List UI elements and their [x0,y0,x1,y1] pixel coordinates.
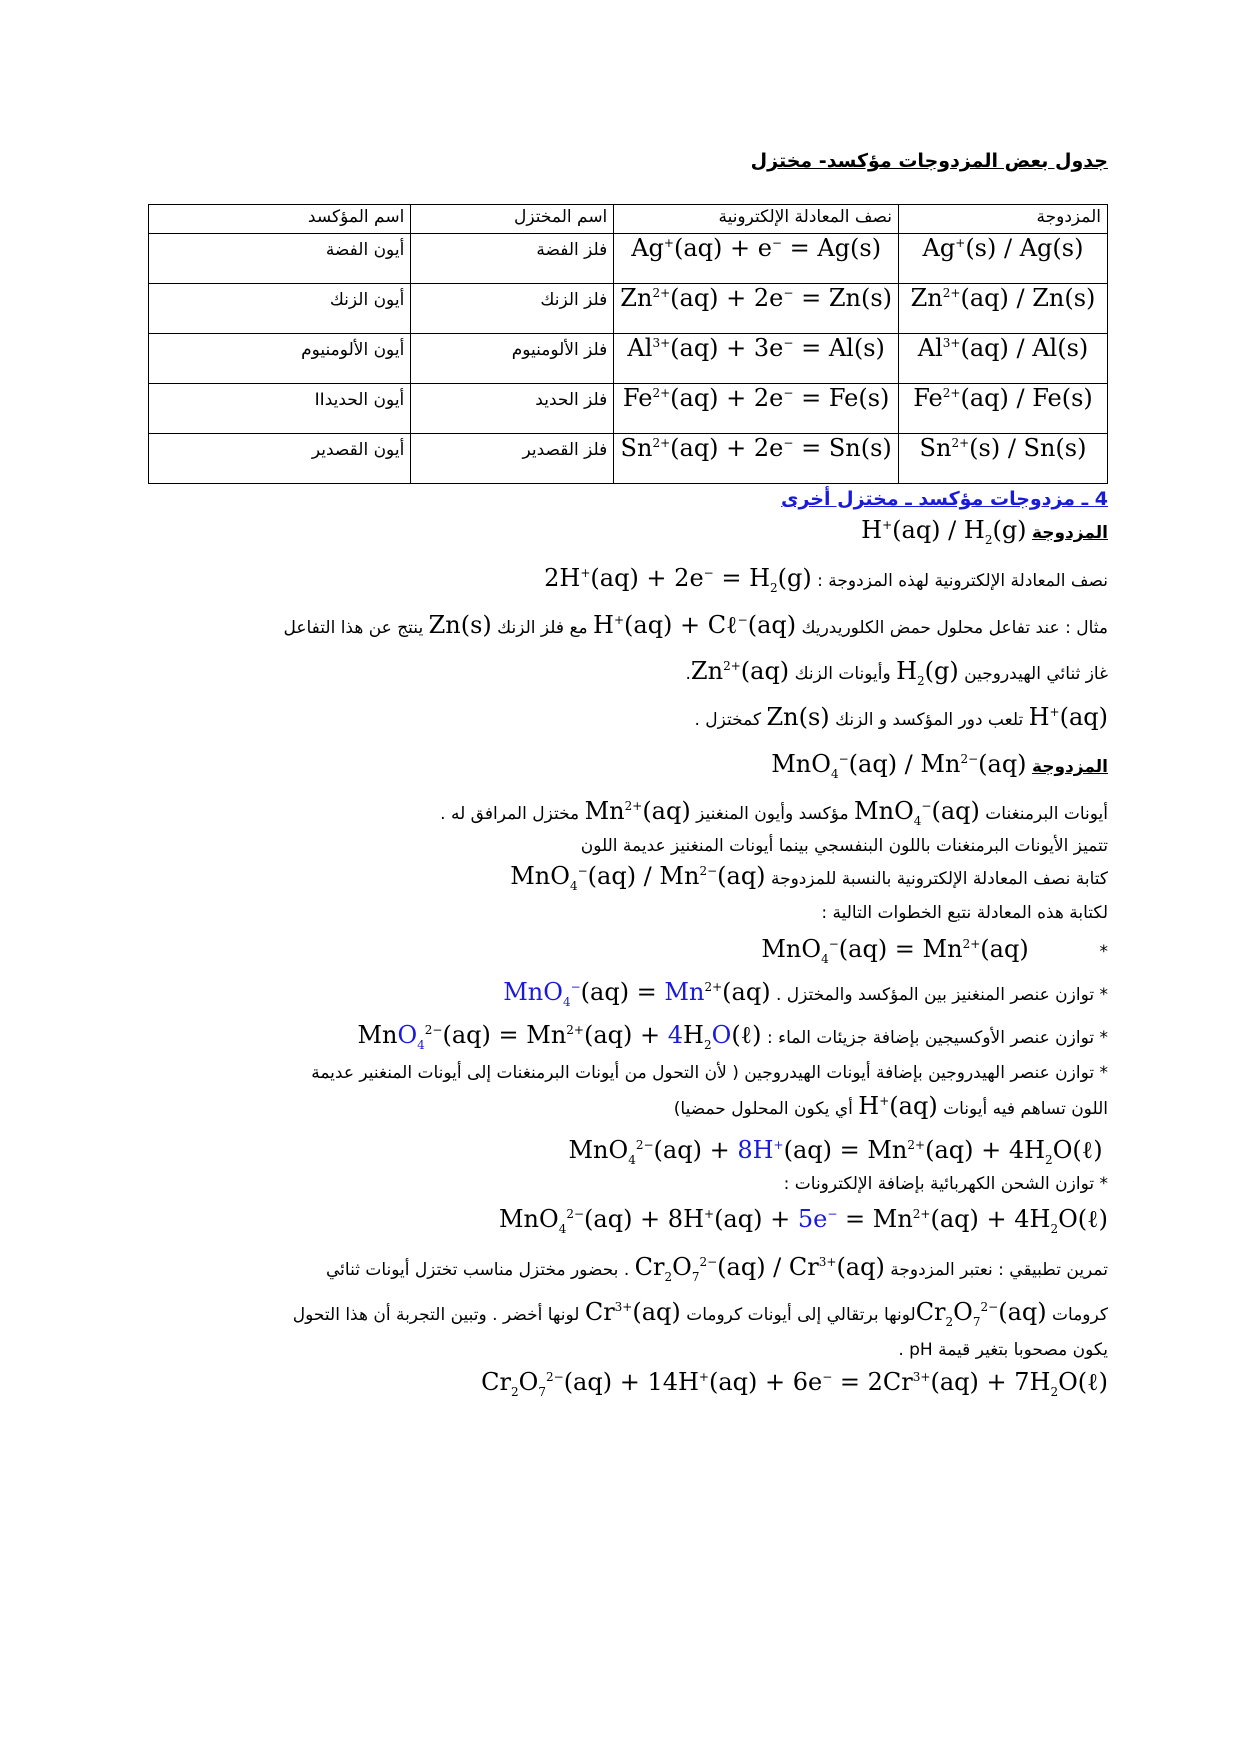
couple-label: المزدوجة [1031,523,1108,543]
h-half-line [148,564,1108,595]
redox-couples-table [148,204,1108,484]
half-equation-cell: $Fe^{2+}(aq) + 2e^- = Fe(s)$ [614,384,899,434]
section-4-heading: 4 ـ مزدوجات مؤكسد ـ مختزل أخرى [781,488,1108,510]
table-row [149,334,1108,384]
dichromate-formula: $Cr_2O_7^{2-}(aq)$ [915,1298,1047,1329]
h-ion-formula: H+(aq) [858,1092,938,1120]
h-couple-formula: H+(aq) ∕ $H_2(g)$ [861,516,1027,547]
step-text: * توازن عنصر الأوكسيجين بإضافة جزيئات الماء : [766,1028,1108,1048]
couple-cell: $Zn^{2+}(aq)$ ∕ Zn(s) [899,284,1108,334]
step-1-equation: $MnO_4^-(aq) = Mn^{2+}(aq)$ [503,978,771,1009]
mn-line-4: لكتابة هذه المعادلة نتبع الخطوات التالية : [821,903,1108,923]
oxidant-cell: أيون الحديدII [149,384,411,434]
exercise-text: لونها برتقالي إلى أيونات كرومات [686,1305,916,1325]
exercise-text: كرومات [1052,1305,1108,1325]
hcl-formula: H+(aq) + Cℓ−(aq) [593,611,797,639]
table-header-row [149,205,1108,234]
half-equation-cell: $Sn^{2+}(aq) + 2e^- = Sn(s)$ [614,434,899,484]
exercise-equation-line [148,1368,1108,1399]
page-title: جدول بعض المزدوجات مؤكسد- مختزل [750,150,1108,172]
oxidant-cell: أيون الزنك [149,284,411,334]
step-0-equation: $MnO_4^-(aq) = Mn^{2+}(aq)$ [761,935,1029,966]
step-text: أي يكون المحلول حمضيا) [673,1099,853,1119]
exercise-text: . بحضور مختزل مناسب تختزل أيونات ثنائي [326,1260,630,1280]
step-3-line: * توازن عنصر الهيدروجين بإضافة أيونات الهيدروجين ( لأن التحول من أيونات البرمنغنات إلى أيونات المنغنير عديمة [311,1063,1108,1083]
table-row [149,284,1108,334]
oxidant-cell: أيون الفضة [149,234,411,284]
h-half-equation: $2H^+(aq) + 2e^- = H_2(g)$ [544,564,812,595]
couple-cell: $Sn^{2+}(s)$ ∕ Sn(s) [899,434,1108,484]
step-2-line [148,1021,1108,1052]
couple-cell: $Fe^{2+}(aq)$ ∕ Fe(s) [899,384,1108,434]
mn-couple-formula: MnO$_4$−(aq) ∕ $Mn^{2-}(aq)$ [510,862,766,893]
mno4-formula: MnO$_4$−(aq) [854,797,980,828]
example-text: وأيونات الزنك [794,664,891,684]
exercise-text: لونها أخضر . وتبين التجربة أن هذا التحول [292,1305,580,1325]
half-label: نصف المعادلة الإلكترونية لهذه المزدوجة : [817,571,1108,591]
exercise-line-2 [148,1298,1108,1329]
step-bullet: * [1099,942,1108,962]
couple-label: المزدوجة [1031,757,1108,777]
reducer-cell: فلز الزنك [411,284,614,334]
col-header-oxidant: اسم المؤكسد [149,205,411,234]
mn-couple-line [148,750,1108,781]
example-text: مع فلز الزنك [497,618,588,638]
reducer-cell: فلز القصدير [411,434,614,484]
step-4-line: * توازن الشحن الكهربائية بإضافة الإلكترونات : [783,1174,1108,1194]
zn-formula: Zn(s) [766,703,830,731]
step-text: * توازن عنصر المنغنيز بين المؤكسد والمختزل . [775,985,1108,1005]
reducer-cell: فلز الحديد [411,384,614,434]
mn-text: كتابة نصف المعادلة الإلكترونية بالنسبة للمزدوجة [770,869,1108,889]
mn-text: أيونات البرمنغنات [985,804,1108,824]
half-equation-cell: Ag+(aq) + e− = Ag(s) [614,234,899,284]
reducer-cell: فلز الفضة [411,234,614,284]
h-couple-line [148,516,1108,547]
step-text: اللون تساهم فيه أيونات [943,1099,1108,1119]
table-row [149,234,1108,284]
step-2-equation: $MnO_4^{2-}(aq) = Mn^{2+}(aq)$ + $4H_2O(\ell)$ [357,1021,762,1052]
couple-cell: Ag+(s) ∕ Ag(s) [899,234,1108,284]
example-text: مثال : عند تفاعل محلول حمض الكلوريدريك [801,618,1108,638]
h2-formula: $H_2(g)$ [896,657,959,688]
step-4-equation-line [148,1205,1108,1236]
oxidant-cell: أيون القصدير [149,434,411,484]
example-text: كمختزل . [694,710,762,730]
example-line-1 [148,611,1108,640]
reducer-cell: فلز الألومنيوم [411,334,614,384]
zn-formula: Zn(s) [428,611,492,639]
step-3b-line [148,1092,1108,1120]
exercise-line-3: يكون مصحوبا بتغير قيمة pH . [898,1340,1108,1360]
h-ion-formula: H+(aq) [1028,703,1108,731]
mn-text: مختزل المرافق له . [440,804,580,824]
example-line-3 [148,703,1108,731]
col-header-half-equation: نصف المعادلة الإلكترونية [614,205,899,234]
oxidant-cell: أيون الألومنيوم [149,334,411,384]
zn2-formula: $Zn^{2+}(aq)$ [690,657,790,685]
mn2-formula: $Mn^{2+}(aq)$ [584,797,691,825]
example-line-2: غاز ثنائي الهيدروجين $H_2(g)$ وأيونات الزنك $Zn^{2+}(aq)$. [685,657,1108,688]
example-text: ينتج عن هذا التفاعل [283,618,424,638]
exercise-line-1 [148,1253,1108,1284]
exercise-equation: $Cr_2O_7^{2-}(aq) + 14H^+(aq) + 6e^- = 2Cr^{3+}(aq)$ + $7H_2O(\ell)$ [481,1368,1108,1399]
table-row [149,384,1108,434]
section-4-heading-line [148,488,1108,510]
document-page [148,0,1108,1754]
exercise-text: تمرين تطبيقي : نعتبر المزدوجة [890,1260,1108,1280]
half-equation-cell: $Al^{3+}(aq) + 3e^- = Al(s)$ [614,334,899,384]
col-header-couple: المزدوجة [899,205,1108,234]
step-3-equation-line [148,1136,1108,1167]
half-equation-cell: $Zn^{2+}(aq) + 2e^- = Zn(s)$ [614,284,899,334]
step-1-line [148,978,1108,1009]
example-text: تلعب دور المؤكسد و الزنك [835,710,1024,730]
step-4-equation: $MnO_4^{2-}(aq) + 8H^+(aq) + 5e^- = Mn^{2+}(aq)$ + $4H_2O(\ell)$ [498,1205,1108,1236]
step-0-line [148,935,1108,966]
mn-line-2: تتميز الأيونات البرمنغنات باللون البنفسجي بينما أيونات المنغنيز عديمة اللون [580,836,1108,856]
mn-line-3 [148,862,1108,893]
cr-couple-formula: $Cr_2O_7^{2-}(aq)$ ∕ $Cr^{3+}(aq)$ [634,1253,885,1284]
table-row [149,434,1108,484]
step-3-equation: $MnO_4^{2-}(aq) + 8H^+(aq) = Mn^{2+}(aq)$ + $4H_2O(\ell)$ [568,1136,1103,1167]
cr3-formula: $Cr^{3+}(aq)$ [584,1298,681,1326]
example-text: غاز ثنائي الهيدروجين [964,664,1108,684]
mn-text: مؤكسد وأيون المنغنيز [696,804,849,824]
mn-couple-formula: MnO$_4$−(aq) ∕ $Mn^{2-}(aq)$ [771,750,1027,781]
mn-line-1 [148,797,1108,828]
couple-cell: $Al^{3+}(aq)$ ∕ Al(s) [899,334,1108,384]
col-header-reducer: اسم المختزل [411,205,614,234]
